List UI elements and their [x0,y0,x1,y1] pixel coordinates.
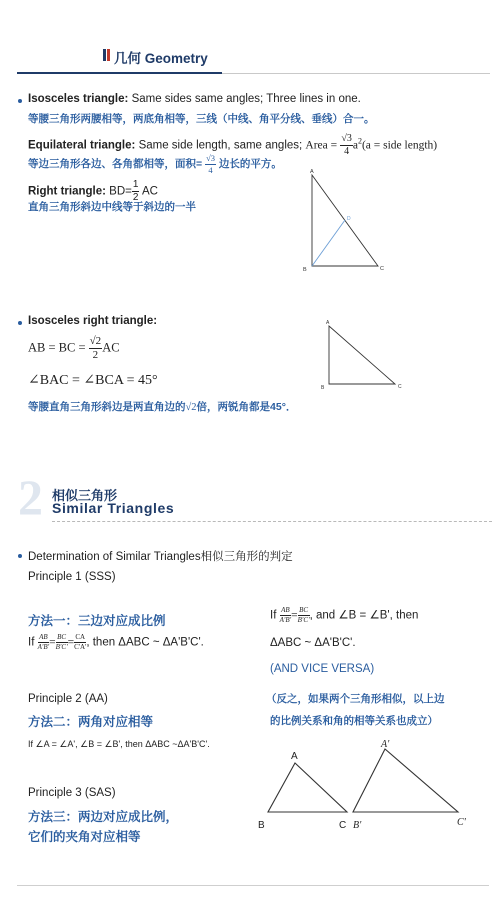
vertex-label-c-prime: C' [457,817,466,828]
fraction-numerator: AB [39,633,48,641]
ratio-ab [38,634,50,651]
isosceles-right-cn [28,399,296,414]
eq1-suffix: AC [102,340,120,355]
reverse-note-1: （反之，如果两个三角形相似，以上边 [266,693,445,705]
fraction-denominator: C'A' [74,643,87,651]
isosceles-right-eq1 [28,336,120,361]
eq1-fraction [89,336,103,361]
vertex-label-c: C [398,384,402,390]
similar-heading: Determination of Similar Triangles相似三角形的判定 [28,551,293,563]
fraction-numerator: CA [75,633,86,641]
header-mark [103,49,111,61]
isosceles-text: Same sides same angles; Three lines in one. [131,93,361,105]
triangle-apbpcp [353,749,458,812]
method-2-text: If ∠A = ∠A', ∠B = ∠B', then ΔABC ~ΔA'B'C'. [28,739,210,749]
vertex-label-c: C [339,820,347,831]
fraction-numerator: √2 [89,335,102,347]
ratio-bc [56,634,68,651]
vertex-label-a-prime: A' [381,739,390,750]
fraction-numerator: √3 [341,133,352,144]
isosceles-right-eq2: ∠BAC = ∠BCA = 45° [28,373,158,388]
isosceles-right-figure [318,318,408,392]
vice-versa: (AND VICE VERSA) [270,663,375,675]
area-prefix: Area = [305,139,338,152]
ratio-ab [280,607,292,624]
method-2-title: 方法二：两角对应相等 [28,715,154,729]
method-3-right-formula: If $\frac{AB}{A'B'}$ = $\frac{BC}{B'C'}$ , and ∠B = ∠B', then [270,606,419,624]
fraction-denominator: B'C' [55,643,68,651]
ratio-ca [74,634,86,651]
isosceles-right-label: Isosceles right triangle: [28,315,158,327]
principle-1-label: Principle 1 (SSS) [28,571,116,583]
method-3-title-2: 它们的夹角对应相等 [28,830,141,844]
vertex-label-c: C [380,266,384,272]
area-exponent: 2 [357,136,362,146]
equilateral-text: Same side length, same angles; [138,139,303,152]
bullet [18,99,22,103]
eq1-prefix: AB = BC = [28,340,86,355]
right-label: Right triangle: [28,185,106,198]
page-title: 几何 Geometry [114,51,208,66]
method-3-right-and: , and ∠B = ∠B', then [309,609,419,622]
right-cn: 直角三角形斜边中线等于斜边的一半 [28,201,196,213]
median-line [312,220,345,266]
if-text: If [270,609,277,622]
if-text: If [28,636,35,649]
fraction-denominator: 2 [92,349,99,361]
isosceles-line [28,93,361,105]
vertex-label-a: A [326,320,330,326]
isosceles-cn: 等腰三角形两腰相等，两底角相等，三线（中线、角平分线、垂线）合一。 [28,113,375,125]
ratio-bc [298,607,310,624]
fraction-denominator: 4 [208,164,213,175]
equilateral-cn-suffix: 边长的平方。 [218,157,282,170]
right-formula-prefix: BD= [109,185,132,198]
method-1-formula: If $\frac{AB}{A'B'}$ = $\frac{BC}{B'C'}$ = $\frac{CA}{C'A'}$ , then ΔABC ~ ΔA'B'C'. [28,633,204,651]
equilateral-cn-prefix: 等边三角形各边、各角都相等，面积= [28,157,203,170]
footer-rule [17,885,489,886]
area-suffix: (a = side length) [361,139,438,152]
fraction-numerator: 1 [132,179,139,190]
section-title-cn: 相似三角形 [52,488,118,503]
principle-2-label: Principle 2 (AA) [28,693,108,705]
method-3-title-1: 方法三：两边对应成比例， [28,810,179,824]
equilateral-label: Equilateral triangle: [28,139,136,152]
fraction-denominator: B'C' [297,616,310,624]
section-title-en: Similar Triangles [52,500,175,516]
vertex-label-a: A [291,751,298,762]
fraction-denominator: A'B' [37,643,50,651]
fraction-numerator: BC [299,606,309,614]
fraction-numerator: √3 [206,153,215,163]
right-formula-suffix: AC [141,185,158,198]
header-rule-thin [222,73,490,74]
fraction-numerator: BC [57,633,67,641]
isosceles-label: Isosceles triangle: [28,93,129,105]
vertex-label-b-prime: B' [353,820,362,831]
bullet [18,554,22,558]
method-1-title: 方法一：三边对应成比例 [28,614,166,628]
isosceles-right-cn-prefix: 等腰直角三角形斜边是两直角边的 [28,401,186,413]
fraction-denominator: 4 [344,146,350,157]
bullet [18,321,22,325]
area-fraction [340,134,353,157]
vertex-label-b: B [321,385,325,391]
method-1-then: , then ΔABC ~ ΔA'B'C'. [86,636,204,649]
triangle-abc [268,763,347,812]
equilateral-cn [28,154,282,174]
fraction-numerator: AB [281,606,290,614]
header-rule-thick [17,72,222,74]
isosceles-right-shape [329,326,395,384]
area-a: a [352,139,358,152]
vertex-label-a: A [310,169,314,175]
right-triangle-figure [300,165,392,275]
equilateral-cn-fraction [205,154,216,174]
section-number: 2 [18,469,43,525]
fraction-denominator: 2 [132,192,139,203]
isosceles-right-cn-sqrt: √2 [185,402,197,413]
vertex-label-b: B [258,820,265,831]
vertex-label-d: D [347,216,351,222]
section-rule [52,521,492,522]
method-3-right-line2: ΔABC ~ ΔA'B'C'. [270,637,356,649]
principle-3-label: Principle 3 (SAS) [28,787,116,799]
vertex-label-b: B [303,267,307,273]
isosceles-right-cn-suffix: 倍，两锐角都是45°． [196,401,297,413]
similar-triangles-figure [250,737,480,837]
fraction-denominator: A'B' [279,616,292,624]
reverse-note-2: 的比例关系和角的相等关系也成立） [270,715,438,727]
